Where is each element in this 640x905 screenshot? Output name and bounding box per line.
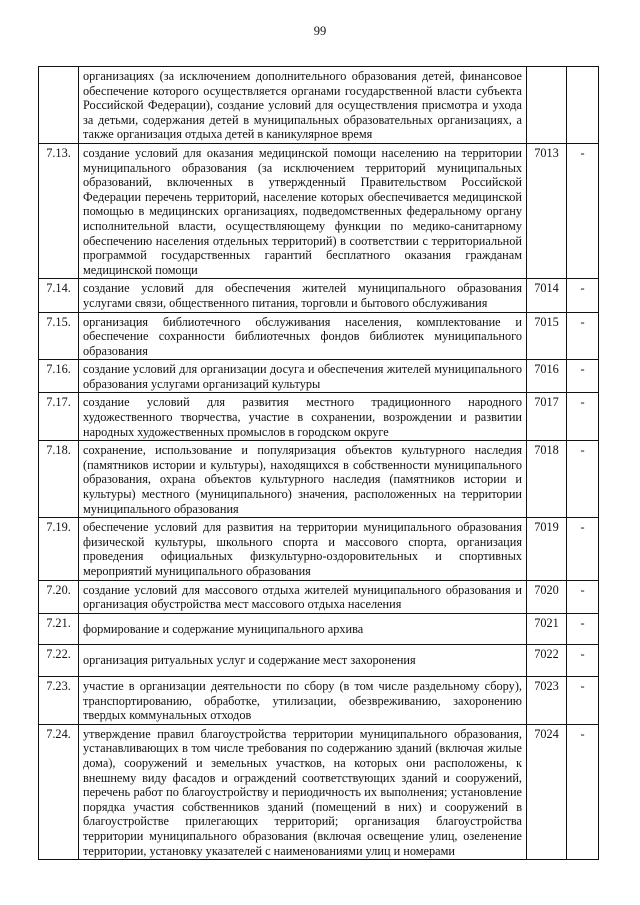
row-number: 7.21.	[39, 613, 79, 645]
row-number: 7.24.	[39, 724, 79, 859]
row-text: организация библиотечного обслуживания населения, комплектование и обеспечение сохранности библиотечных фондов библиотек муниципального образования	[79, 312, 527, 360]
row-code: 7023	[527, 676, 567, 724]
row-mark: -	[567, 613, 599, 645]
row-code: 7024	[527, 724, 567, 859]
row-code: 7021	[527, 613, 567, 645]
row-number: 7.13.	[39, 143, 79, 278]
row-number	[39, 67, 79, 144]
row-mark	[567, 67, 599, 144]
row-number: 7.20.	[39, 580, 79, 613]
row-text: создание условий для организации досуга и обеспечения жителей муниципального образования услугами организаций культуры	[79, 360, 527, 393]
row-mark: -	[567, 393, 599, 441]
table-row	[39, 312, 599, 360]
row-mark: -	[567, 676, 599, 724]
row-number: 7.17.	[39, 393, 79, 441]
table-row	[39, 613, 599, 645]
table-row	[39, 441, 599, 518]
row-code: 7013	[527, 143, 567, 278]
row-number: 7.19.	[39, 518, 79, 580]
page-number: 99	[313, 24, 327, 38]
row-number: 7.18.	[39, 441, 79, 518]
row-text: создание условий для массового отдыха жителей муниципального образования и организация обустройства мест массового отдыха населения	[79, 580, 527, 613]
row-mark: -	[567, 143, 599, 278]
row-number: 7.15.	[39, 312, 79, 360]
row-text: обеспечение условий для развития на территории муниципального образования физической культуры, школьного спорта и массового спорта, организация проведения официальных физкультурно-оздоровительных и спортивных мероприятий муниципального образования	[79, 518, 527, 580]
row-text: создание условий для развития местного традиционного народного художественного творчества, участие в сохранении, возрождении и развитии народных художественных промыслов в городском округе	[79, 393, 527, 441]
row-code: 7019	[527, 518, 567, 580]
row-number: 7.23.	[39, 676, 79, 724]
row-code: 7015	[527, 312, 567, 360]
row-code	[527, 67, 567, 144]
row-text: организациях (за исключением дополнительного образования детей, финансовое обеспечение которого осуществляется органами государственной власти субъекта Российской Федерации), создание условий для осуществления присмотра и ухода за детьми, содержания детей в муниципальных образовательных организациях, а также организация отдыха детей в каникулярное время	[79, 67, 527, 144]
table-row	[39, 580, 599, 613]
table-row	[39, 676, 599, 724]
row-mark: -	[567, 518, 599, 580]
table-row	[39, 393, 599, 441]
row-text: создание условий для обеспечения жителей муниципального образования услугами связи, общественного питания, торговли и бытового обслуживания	[79, 279, 527, 312]
table-row	[39, 360, 599, 393]
row-mark: -	[567, 360, 599, 393]
row-mark: -	[567, 580, 599, 613]
table-row	[39, 279, 599, 312]
row-number: 7.14.	[39, 279, 79, 312]
row-code: 7017	[527, 393, 567, 441]
row-text: сохранение, использование и популяризация объектов культурного наследия (памятников истории и культуры), находящихся в собственности муниципального образования, охрана объектов культурного наследия (памятников истории и культуры) местного (муниципального) значения, расположенных на территории муниципального образования	[79, 441, 527, 518]
row-mark: -	[567, 724, 599, 859]
row-code: 7020	[527, 580, 567, 613]
table-row	[39, 518, 599, 580]
row-mark: -	[567, 279, 599, 312]
table-row	[39, 143, 599, 278]
row-text: организация ритуальных услуг и содержание мест захоронения	[79, 645, 527, 677]
row-number: 7.16.	[39, 360, 79, 393]
row-mark: -	[567, 312, 599, 360]
table-row	[39, 645, 599, 677]
row-code: 7014	[527, 279, 567, 312]
row-text: формирование и содержание муниципального архива	[79, 613, 527, 645]
row-code: 7018	[527, 441, 567, 518]
row-mark: -	[567, 441, 599, 518]
powers-table	[38, 66, 599, 860]
row-code: 7016	[527, 360, 567, 393]
table-row	[39, 67, 599, 144]
row-text: участие в организации деятельности по сбору (в том числе раздельному сбору), транспортированию, обработке, утилизации, обезвреживанию, захоронению твердых коммунальных отходов	[79, 676, 527, 724]
table-row	[39, 724, 599, 859]
row-code: 7022	[527, 645, 567, 677]
row-text: утверждение правил благоустройства территории муниципального образования, устанавливающих в том числе требования по содержанию зданий (включая жилые дома), сооружений и земельных участков, на которых они расположены, к внешнему виду фасадов и ограждений соответствующих зданий и сооружений, перечень работ по благоустройству и периодичность их выполнения; установление порядка участия собственников зданий (помещений в них) и сооружений в благоустройстве прилегающих территорий; организация благоустройства территории муниципального образования (включая освещение улиц, озеленение территории, установку указателей с наименованиями улиц и номерами	[79, 724, 527, 859]
row-number: 7.22.	[39, 645, 79, 677]
row-mark: -	[567, 645, 599, 677]
row-text: создание условий для оказания медицинской помощи населению на территории муниципального образования (за исключением территорий муниципальных образований, включенных в утвержденный Правительством Российской Федерации перечень территорий, население которых обеспечивается медицинской помощью в медицинских организациях, подведомственных федеральному органу исполнительной власти, осуществляющему функции по медико-санитарному обеспечению населения отдельных территорий) в соответствии с территориальной программой государственных гарантий бесплатного оказания гражданам медицинской помощи	[79, 143, 527, 278]
